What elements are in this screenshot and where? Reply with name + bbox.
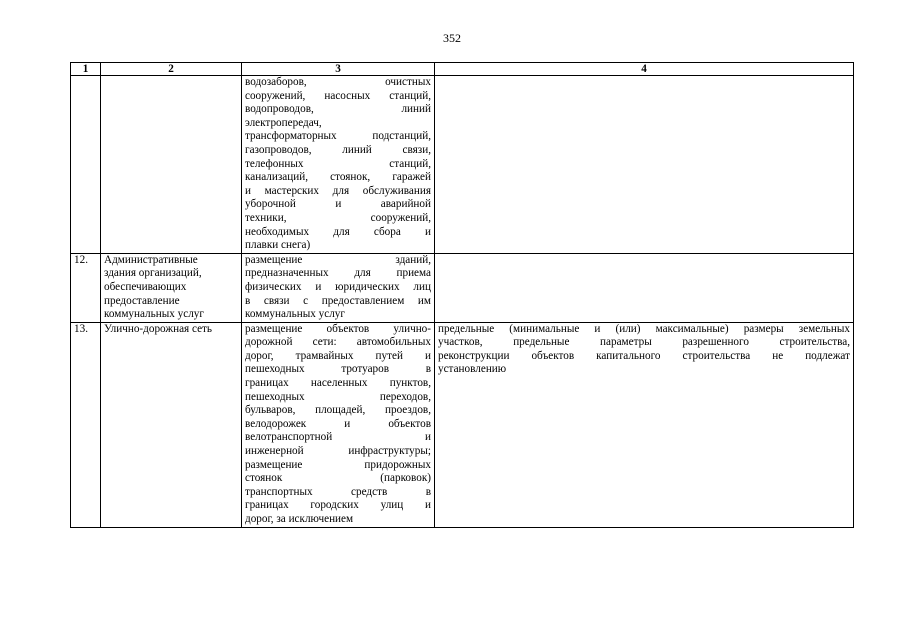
land-use-name [101,76,242,254]
land-use-description-line: границах населенных пунктов, [245,377,431,390]
land-use-name-line: Улично-дорожная сеть [104,322,213,335]
construction-parameters-line: установлению [438,363,507,376]
land-use-description-line: размещение объектов улично- [245,322,431,335]
land-use-description-line: водозаборов, очистных [245,76,431,88]
construction-parameters [435,322,854,527]
land-use-description [242,322,435,527]
land-use-description-line: инженерной инфраструктуры; [245,445,431,458]
land-use-description-line: необходимых для сбора и [245,225,431,238]
row-number [71,76,101,254]
land-use-description-line: транспортных средств в [245,485,431,498]
table-row [71,76,854,254]
land-use-name [101,322,242,527]
land-use-description-line: стоянок (парковок) [245,472,431,485]
land-use-description-line: велотранспортной и [245,431,431,444]
land-use-name [101,253,242,322]
land-use-description-line: уборочной и аварийной [245,198,431,211]
land-use-description-line: пешеходных переходов, [245,390,431,403]
land-use-description-line: дорожной сети: автомобильных [245,336,431,349]
land-use-description-line: велодорожек и объектов [245,417,431,430]
table-row [71,253,854,322]
page-number: 352 [443,31,461,45]
land-use-description-line: дорог, за исключением [245,513,354,525]
row-number: 13. [71,322,101,527]
land-use-description-line: границах городских улиц и [245,499,431,512]
land-use-description-line: коммунальных услуг [245,308,345,321]
column-header-4: 4 [435,63,854,76]
row-number: 12. [71,253,101,322]
construction-parameters [435,76,854,254]
land-use-description-line: размещение зданий, [245,253,431,266]
land-use-description-line: размещение придорожных [245,458,431,471]
construction-parameters-line: участков, предельные параметры разрешенного строительства, [438,336,850,349]
land-use-name-line: обеспечивающих [104,280,187,293]
column-header-2: 2 [101,63,242,76]
land-use-description-line: водопроводов, линий [245,103,431,116]
land-use-description-line: бульваров, площадей, проездов, [245,404,431,417]
land-use-description-line: сооружений, насосных станций, [245,89,431,102]
land-use-description-line: и мастерских для обслуживания [245,184,431,197]
column-header-1: 1 [71,63,101,76]
land-use-description-line: пешеходных тротуаров в [245,363,431,376]
construction-parameters-line: реконструкции объектов капитального строительства не подлежат [438,349,850,362]
land-use-description-line: трансформаторных подстанций, [245,130,431,143]
land-use-name-line: коммунальных услуг [104,308,204,321]
land-use-description-line: телефонных станций, [245,157,431,170]
land-use-description-line: канализаций, стоянок, гаражей [245,171,431,184]
land-use-table [70,62,854,528]
land-use-description-line: в связи с предоставлением им [245,294,431,307]
land-use-description [242,76,435,254]
land-use-description-line: газопроводов, линий связи, [245,143,431,156]
land-use-name-line: Административные [104,253,198,266]
land-use-name-line: предоставление [104,294,180,307]
land-use-description [242,253,435,322]
column-header-3: 3 [242,63,435,76]
land-use-description-line: дорог, трамвайных путей и [245,349,431,362]
table-header-row [71,63,854,76]
construction-parameters-line: предельные (минимальные и (или) максимальные) размеры земельных [438,322,850,335]
land-use-description-line: физических и юридических лиц [245,280,431,293]
land-use-name-line: здания организаций, [104,267,202,280]
construction-parameters [435,253,854,322]
table-row [71,322,854,527]
land-use-description-line: предназначенных для приема [245,267,431,280]
land-use-description-line: плавки снега) [245,239,311,252]
land-use-description-line: электропередач, [245,116,322,129]
land-use-description-line: техники, сооружений, [245,211,431,224]
